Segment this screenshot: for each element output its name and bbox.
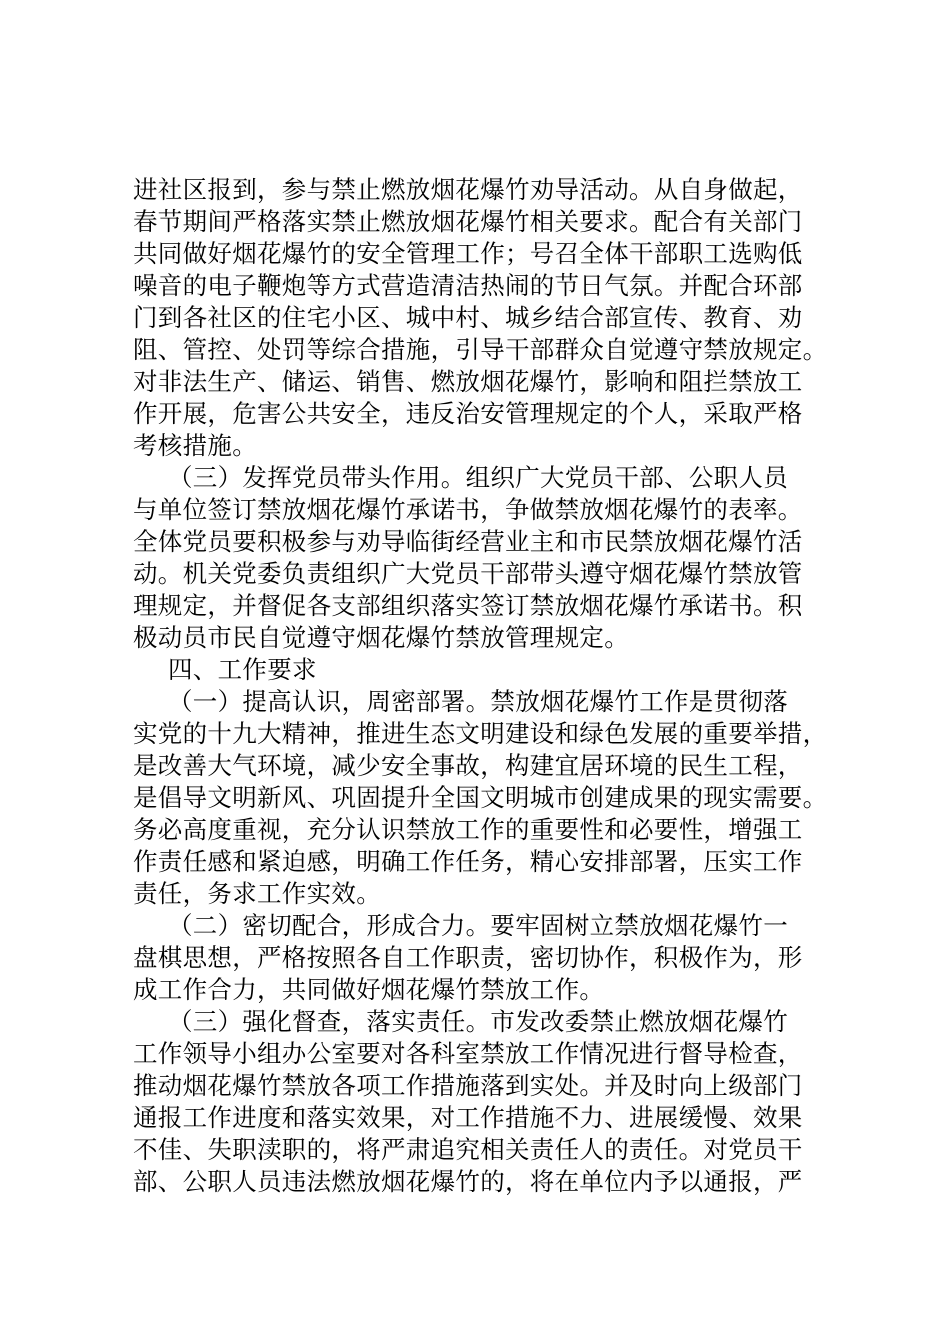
text-line: 部、公职人员违法燃放烟花爆竹的，将在单位内予以通报，严 xyxy=(133,1167,803,1196)
text-line: 不佳、失职渎职的，将严肃追究相关责任人的责任。对党员干 xyxy=(133,1135,803,1164)
text-line: 噪音的电子鞭炮等方式营造清洁热闹的节日气氛。并配合环部 xyxy=(133,271,803,300)
text-line: 理规定，并督促各支部组织落实签订禁放烟花爆竹承诺书。积 xyxy=(133,591,803,620)
section-heading: 四、工作要求 xyxy=(168,655,317,684)
text-line: 共同做好烟花爆竹的安全管理工作；号召全体干部职工选购低 xyxy=(133,239,803,268)
text-line: 春节期间严格落实禁止燃放烟花爆竹相关要求。配合有关部门 xyxy=(133,207,803,236)
text-line: 通报工作进度和落实效果，对工作措施不力、进展缓慢、效果 xyxy=(133,1103,803,1132)
text-line: 务必高度重视，充分认识禁放工作的重要性和必要性，增强工 xyxy=(133,815,803,844)
text-line: 推动烟花爆竹禁放各项工作措施落到实处。并及时向上级部门 xyxy=(133,1071,803,1100)
text-line: 进社区报到，参与禁止燃放烟花爆竹劝导活动。从自身做起， xyxy=(133,175,803,204)
text-line: 与单位签订禁放烟花爆竹承诺书，争做禁放烟花爆竹的表率。 xyxy=(133,495,803,524)
paragraph-heading-line: （二）密切配合，形成合力。要牢固树立禁放烟花爆竹一 xyxy=(168,911,788,940)
text-line: 是倡导文明新风、巩固提升全国文明城市创建成果的现实需要。 xyxy=(133,783,828,812)
text-line: 盘棋思想，严格按照各自工作职责，密切协作，积极作为，形 xyxy=(133,943,803,972)
text-line: 全体党员要积极参与劝导临街经营业主和市民禁放烟花爆竹活 xyxy=(133,527,803,556)
text-line: 考核措施。 xyxy=(133,431,257,460)
paragraph-heading-line: （三）强化督查，落实责任。市发改委禁止燃放烟花爆竹 xyxy=(168,1007,788,1036)
text-line: 动。机关党委负责组织广大党员干部带头遵守烟花爆竹禁放管 xyxy=(133,559,803,588)
text-line: 作责任感和紧迫感，明确工作任务，精心安排部署，压实工作 xyxy=(133,847,803,876)
text-line: 阻、管控、处罚等综合措施，引导干部群众自觉遵守禁放规定。 xyxy=(133,335,828,364)
text-line: 实党的十九大精神，推进生态文明建设和绿色发展的重要举措， xyxy=(133,719,828,748)
text-line: 责任，务求工作实效。 xyxy=(133,879,381,908)
text-line: 作开展，危害公共安全，违反治安管理规定的个人，采取严格 xyxy=(133,399,803,428)
text-line: 工作领导小组办公室要对各科室禁放工作情况进行督导检查， xyxy=(133,1039,803,1068)
paragraph-heading-line: （一）提高认识，周密部署。禁放烟花爆竹工作是贯彻落 xyxy=(168,687,788,716)
text-line: 极动员市民自觉遵守烟花爆竹禁放管理规定。 xyxy=(133,623,629,652)
text-line: 成工作合力，共同做好烟花爆竹禁放工作。 xyxy=(133,975,605,1004)
paragraph-heading-line: （三）发挥党员带头作用。组织广大党员干部、公职人员 xyxy=(168,463,788,492)
text-line: 是改善大气环境，减少安全事故，构建宜居环境的民生工程， xyxy=(133,751,803,780)
text-line: 对非法生产、储运、销售、燃放烟花爆竹，影响和阻拦禁放工 xyxy=(133,367,803,396)
text-line: 门到各社区的住宅小区、城中村、城乡结合部宣传、教育、劝 xyxy=(133,303,803,332)
